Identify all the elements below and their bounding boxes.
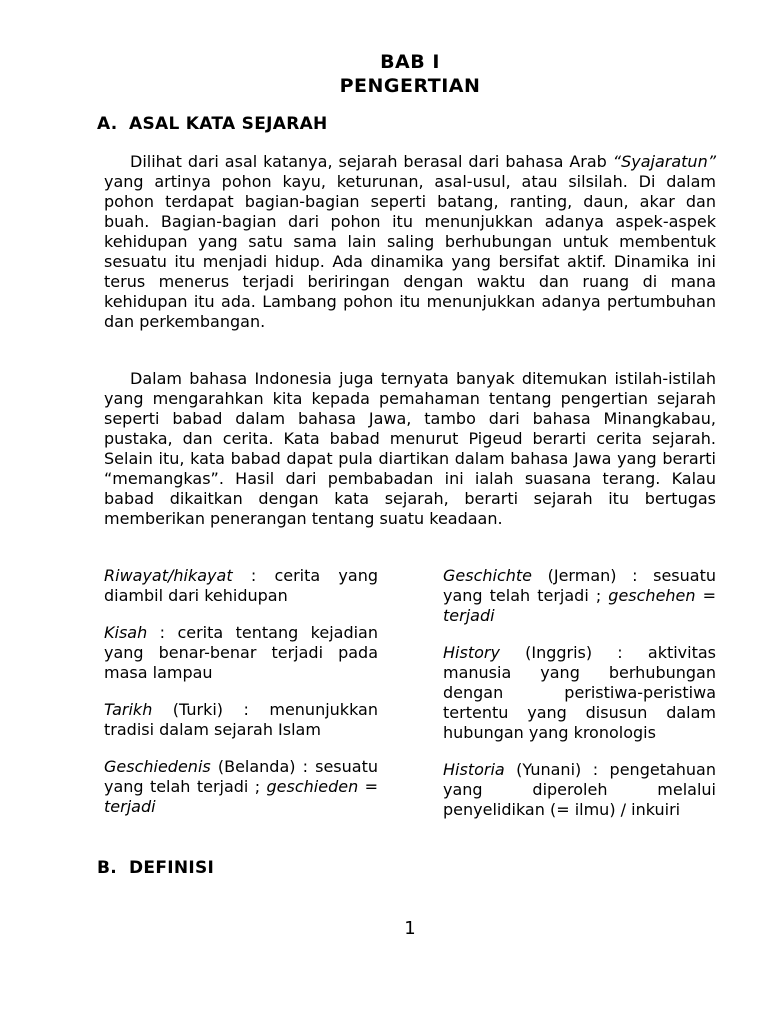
definition-text: (Jerman) : sesuatu yang telah terjadi ; [443, 566, 716, 605]
chapter-title: PENGERTIAN [339, 75, 481, 97]
definition-term: Riwayat/hikayat [104, 566, 233, 585]
definition-term: Kisah [104, 623, 148, 642]
paragraph-1-italic-term: “Syajaratun” [612, 152, 716, 171]
definition-item [104, 566, 378, 606]
definition-italic-note: geschieden = terjadi [104, 777, 378, 816]
definition-text: : cerita yang diambil dari kehidupan [104, 566, 378, 605]
definition-text: (Belanda) : sesuatu yang telah terjadi ; [104, 757, 378, 796]
section-a-heading [97, 114, 328, 134]
chapter-number: BAB I [380, 51, 440, 73]
definition-item [443, 760, 716, 820]
definition-term: Tarikh [104, 700, 153, 719]
definition-text: (Inggris) : aktivitas manusia yang berhubungan dengan peristiwa-peristiwa tertentu yang disusun dalam hubungan yang kronologis [443, 643, 716, 742]
definition-term: Historia [443, 760, 505, 779]
section-a-number: A. [97, 114, 118, 134]
definition-text: (Turki) : menunjukkan tradisi dalam sejarah Islam [104, 700, 378, 739]
definition-item [104, 623, 378, 683]
definitions-right-column [443, 566, 716, 837]
paragraph-1-rest: yang artinya pohon kayu, keturunan, asal-usul, atau silsilah. Di dalam pohon terdapat bagian-bagian seperti batang, ranting, daun, akar dan buah. Bagian-bagian dari pohon itu menunjukkan adanya aspek-aspek kehidupan yang satu sama lain saling berhubungan untuk membentuk sesuatu itu menjadi hidup. Ada dinamika yang bersifat aktif. Dinamika ini terus menerus terjadi beriringan dengan waktu dan ruang di mana kehidupan itu ada. Lambang pohon itu menunjukkan adanya pertumbuhan dan perkembangan. [104, 172, 716, 331]
definition-text: (Yunani) : pengetahuan yang diperoleh melalui penyelidikan (= ilmu) / inkuiri [443, 760, 716, 819]
paragraph-2: Dalam bahasa Indonesia juga ternyata banyak ditemukan istilah-istilah yang mengarahkan kita kepada pemahaman tentang pengertian sejarah seperti babad dalam bahasa Jawa, tambo dari bahasa Minangkabau, pustaka, dan cerita. Kata babad menurut Pigeud berarti cerita sejarah. Selain itu, kata babad dapat pula diartikan dalam bahasa Jawa yang berarti “memangkas”. Hasil dari pembabadan ini ialah suasana terang. Kalau babad dikaitkan dengan kata sejarah, berarti sejarah itu bertugas memberikan penerangan tentang suatu keadaan. [104, 369, 716, 528]
paragraph-1 [104, 152, 716, 332]
definition-term: Geschiedenis [104, 757, 211, 776]
section-b-heading [97, 858, 214, 878]
definition-text: : cerita tentang kejadian yang benar-benar terjadi pada masa lampau [104, 623, 378, 682]
definition-item [443, 643, 716, 743]
definition-item [104, 757, 378, 817]
definition-italic-note: geschehen = terjadi [443, 586, 717, 625]
page-number: 1 [404, 918, 416, 939]
definition-term: Geschichte [443, 566, 533, 585]
section-b-number: B. [97, 858, 118, 878]
definitions-left-column [104, 566, 378, 834]
definition-item [104, 700, 378, 740]
definition-term: History [443, 643, 500, 662]
section-a-title: ASAL KATA SEJARAH [129, 114, 328, 134]
section-b-title: DEFINISI [129, 858, 215, 878]
paragraph-1-start: Dilihat dari asal katanya, sejarah berasal dari bahasa Arab [130, 152, 613, 171]
definition-item [443, 566, 716, 626]
